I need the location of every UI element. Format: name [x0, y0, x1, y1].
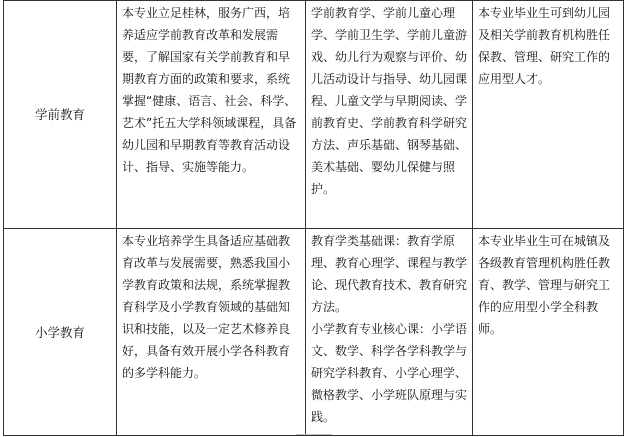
training-objective-cell: 本专业立足桂林，服务广西，培养适应学前教育改革和发展需要，了解国家有关学前教育和早期教育方面的政策和要求，系统掌握“健康、语言、社会、科学、艺术”托五大学科领域课程，具备幼儿园和早期教育等教育活动设计、指导、实施等能力。 — [117, 1, 306, 229]
training-objective-cell: 本专业培养学生具备适应基础教育改革与发展需要，熟悉我国小学教育政策和法规，系统掌握教育科学及小学教育领域的基础知识和技能，以及一定艺术修养良好，具备有效开展小学各科教育的多学科能力。 — [117, 229, 306, 436]
program-table — [3, 0, 624, 436]
career-direction-cell: 本专业毕业生可到幼儿园及相关学前教育机构胜任保教、管理、研究工作的应用型人才。 — [473, 1, 624, 229]
core-courses-cell: 学前教育学、学前儿童心理学、学前卫生学、学前儿童游戏、幼儿行为观察与评价、幼儿活动设计与指导、幼儿园课程、儿童文学与早期阅读、学前教育史、学前教育科学研究方法、声乐基础、钢琴基础、美术基础、婴幼儿保健与照护。 — [306, 1, 473, 229]
basic-courses-text: 教育学类基础课：教育学原理、教育心理学、课程与教学论、现代教育技术、教育研究方法。 — [311, 234, 468, 314]
table-row-primary — [4, 229, 624, 436]
major-name-cell: 学前教育 — [4, 1, 117, 229]
career-direction-cell: 本专业毕业生可在城镇及各级教育管理机构胜任教育、教学、管理与研究工作的应用型小学全科教师。 — [473, 229, 624, 436]
core-courses-cell — [306, 229, 473, 436]
core-courses-text: 小学教育专业核心课：小学语文、数学、科学各学科教学与研究学科教育、小学心理学、微格教学、小学班队原理与实践。 — [311, 322, 468, 424]
table-row-preschool — [4, 1, 624, 229]
page-divider — [296, 434, 332, 435]
major-name-cell: 小学教育 — [4, 229, 117, 436]
